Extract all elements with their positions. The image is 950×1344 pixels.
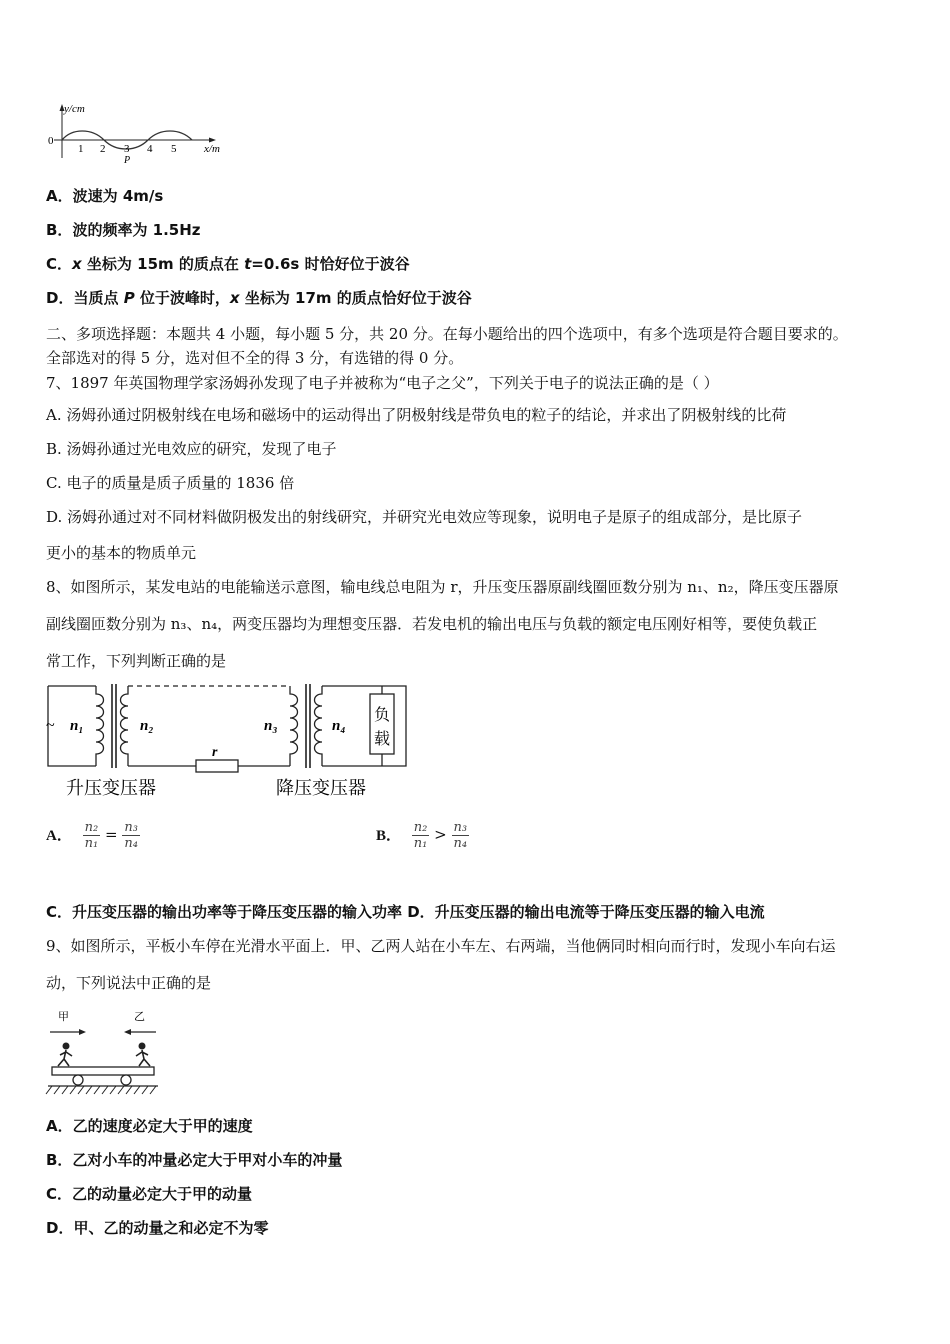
- coil-n1: [96, 686, 104, 766]
- q6-option-a: A．波速为 4m/s: [46, 187, 164, 205]
- q8-option-cd: C．升压变压器的输出功率等于降压变压器的输入功率 D．升压变压器的输出电流等于降压变压器的输入电流: [46, 903, 765, 921]
- tick-2: 2: [100, 143, 106, 155]
- tick-4: 4: [147, 143, 153, 155]
- q6-option-c: C．x 坐标为 15m 的质点在 t=0.6s 时恰好位于波谷: [46, 255, 410, 273]
- cart-wheel-left: [73, 1075, 83, 1085]
- y-axis-label: y/cm: [64, 103, 85, 115]
- q9-option-c: C．乙的动量必定大于甲的动量: [46, 1185, 253, 1203]
- q8-stem-line2: 副线圈匝数分别为 n₃、n₄，两变压器均为理想变压器．若发电机的输出电压与负载的额定电压刚好相等，要使负载正: [46, 615, 818, 633]
- point-p-label: P: [124, 155, 131, 166]
- section2-heading-line2: 全部选对的得 5 分，选对但不全的得 3 分，有选错的得 0 分。: [46, 349, 464, 367]
- resistor-r: [196, 760, 238, 772]
- transformer-figure: [44, 682, 414, 802]
- q9-option-d: D．甲、乙的动量之和必定不为零: [46, 1219, 269, 1237]
- q7-option-a: A. 汤姆孙通过阴极射线在电场和磁场中的运动得出了阴极射线是带负电的粒子的结论，并求出了阴极射线的比荷: [46, 406, 787, 424]
- tick-1: 1: [78, 143, 84, 155]
- label-n3: n₃: [264, 718, 278, 734]
- coil-n3: [290, 686, 298, 766]
- q8-option-a: A． $\frac{\text{n₂}}{\text{n₁}}$ = $\frac{\text{n₃}}{\text{n₄}}$: [46, 820, 138, 851]
- cart-board: [52, 1067, 154, 1075]
- q7-option-c: C. 电子的质量是质子质量的 1836 倍: [46, 474, 295, 492]
- q9-stem-line1: 9、如图所示，平板小车停在光滑水平面上．甲、乙两人站在小车左、右两端，当他俩同时相向而行时，发现小车向右运: [46, 937, 836, 955]
- q8-stem-line3: 常工作，下列判断正确的是: [46, 652, 227, 670]
- q7-option-b: B. 汤姆孙通过光电效应的研究，发现了电子: [46, 440, 337, 458]
- label-n4: n₄: [332, 718, 346, 734]
- x-axis-label: x/m: [204, 143, 220, 155]
- ac-source-symbol: ~: [46, 717, 55, 734]
- label-n2: n₂: [140, 718, 154, 734]
- origin-label: 0: [48, 135, 54, 147]
- tick-5: 5: [171, 143, 177, 155]
- section2-heading: 二、多项选择题：本题共 4 小题，每小题 5 分，共 20 分。在每小题给出的四个选项中，有多个选项是符合题目要求的。: [46, 325, 848, 343]
- step-down-label: 降压变压器: [276, 778, 366, 798]
- label-yi: 乙: [134, 1011, 145, 1023]
- cart-figure: [44, 1006, 164, 1104]
- q7-option-d: D. 汤姆孙通过对不同材料做阴极发出的射线研究，并研究光电效应等现象，说明电子是原子的组成部分，是比原子: [46, 508, 803, 526]
- load-char-2: 载: [374, 731, 391, 748]
- q6-option-d: D．当质点 P 位于波峰时，x 坐标为 17m 的质点恰好位于波谷: [46, 289, 472, 307]
- label-r: r: [212, 745, 218, 760]
- q9-stem-line2: 动，下列说法中正确的是: [46, 974, 212, 992]
- load-char-1: 负: [374, 707, 391, 724]
- q8-option-b: B． $\frac{\text{n₂}}{\text{n₁}}$ > $\frac{\text{n₃}}{\text{n₄}}$: [376, 820, 468, 851]
- coil-n4: [315, 686, 323, 766]
- q7-stem: 7、1897 年英国物理学家汤姆孙发现了电子并被称为“电子之父”，下列关于电子的说法正确的是（ ）: [46, 374, 719, 392]
- cart-wheel-right: [121, 1075, 131, 1085]
- q7-option-d-cont: 更小的基本的物质单元: [46, 544, 197, 562]
- q9-option-a: A．乙的速度必定大于甲的速度: [46, 1117, 253, 1135]
- q8-stem-line1: 8、如图所示，某发电站的电能输送示意图，输电线总电阻为 r，升压变压器原副线圈匝数分别为 n₁、n₂，降压变压器原: [46, 578, 839, 596]
- q6-option-b: B．波的频率为 1.5Hz: [46, 221, 201, 239]
- tick-3: 3: [124, 143, 130, 155]
- coil-n2: [121, 686, 129, 766]
- step-up-label: 升压变压器: [66, 778, 156, 798]
- label-n1: n₁: [70, 718, 84, 734]
- wave-figure: [44, 100, 244, 170]
- label-jia: 甲: [58, 1011, 69, 1023]
- q9-option-b: B．乙对小车的冲量必定大于甲对小车的冲量: [46, 1151, 343, 1169]
